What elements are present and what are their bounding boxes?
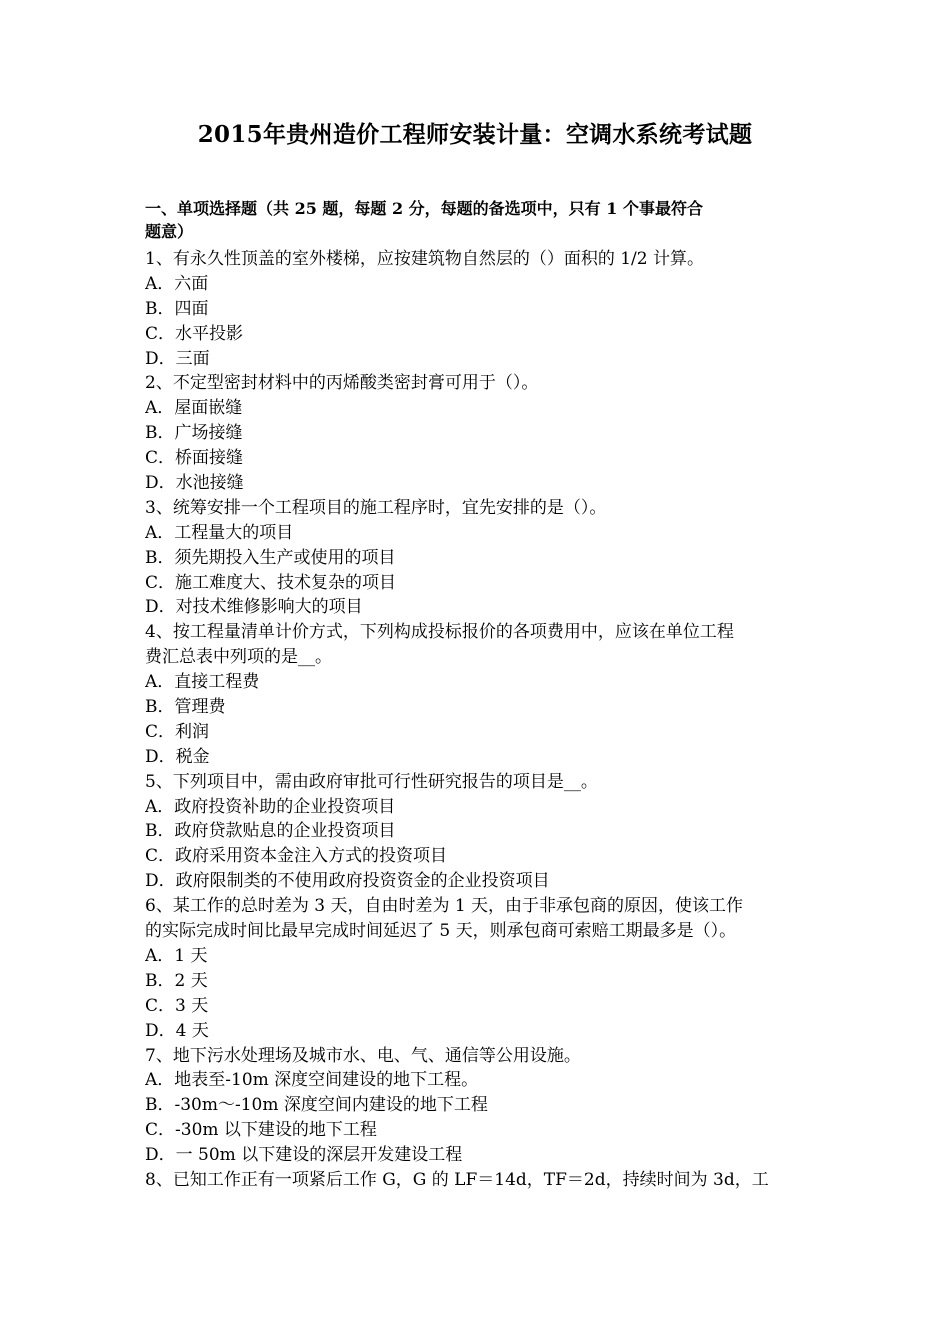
- answer-option: C．施工难度大、技术复杂的项目: [145, 572, 397, 593]
- question-text: 1、有永久性顶盖的室外楼梯，应按建筑物自然层的（）面积的 1/2 计算。: [145, 249, 704, 269]
- question-text: 4、按工程量清单计价方式，下列构成投标报价的各项费用中，应该在单位工程: [145, 622, 734, 643]
- answer-option: A．直接工程费: [145, 672, 260, 693]
- answer-option: A．地表至-10m 深度空间建设的地下工程。: [145, 1070, 479, 1091]
- document-title: 2015年贵州造价工程师安装计量：空调水系统考试题: [197, 121, 753, 148]
- question-text: 8、已知工作正有一项紧后工作 G，G 的 LF＝14d，TF＝2d，持续时间为 3d，工: [145, 1169, 769, 1190]
- answer-option: D．水池接缝: [145, 473, 244, 494]
- answer-option: A．政府投资补助的企业投资项目: [145, 796, 396, 817]
- answer-option: D．税金: [145, 746, 210, 767]
- answer-option: C．利润: [145, 721, 210, 742]
- question-text: 2、不定型密封材料中的丙烯酸类密封膏可用于（）。: [145, 373, 539, 394]
- answer-option: D．政府限制类的不使用政府投资资金的企业投资项目: [145, 871, 550, 892]
- answer-option: A．1 天: [145, 945, 208, 966]
- answer-option: A．工程量大的项目: [145, 522, 294, 543]
- answer-option: D．一 50m 以下建设的深层开发建设工程: [145, 1145, 463, 1166]
- question-text: 3、统筹安排一个工程项目的施工程序时，宜先安排的是（）。: [145, 497, 607, 518]
- question-text: 5、下列项目中，需由政府审批可行性研究报告的项目是__。: [145, 771, 598, 792]
- answer-option: B．四面: [145, 298, 209, 319]
- answer-option: C．水平投影: [145, 323, 244, 344]
- answer-option: D．4 天: [145, 1020, 209, 1041]
- question-text: 的实际完成时间比最早完成时间延迟了 5 天，则承包商可索赔工期最多是（）。: [145, 921, 737, 942]
- answer-option: D．对技术维修影响大的项目: [145, 597, 363, 618]
- answer-option: B．-30m～-10m 深度空间内建设的地下工程: [145, 1095, 488, 1116]
- answer-option: B．管理费: [145, 697, 226, 718]
- question-text: 费汇总表中列项的是__。: [145, 647, 332, 668]
- answer-option: B．政府贷款贴息的企业投资项目: [145, 821, 396, 842]
- answer-option: B．须先期投入生产或使用的项目: [145, 547, 396, 568]
- question-text: 7、地下污水处理场及城市水、电、气、通信等公用设施。: [145, 1045, 581, 1066]
- section-heading: [145, 197, 810, 243]
- answer-option: D．三面: [145, 348, 210, 369]
- answer-option: C．3 天: [145, 995, 209, 1016]
- section-heading-line: 一、单项选择题（共 25 题，每题 2 分，每题的备选项中，只有 1 个事最符合: [145, 199, 703, 218]
- answer-option: A．屋面嵌缝: [145, 398, 243, 419]
- answer-option: B．广场接缝: [145, 423, 243, 444]
- answer-option: C．-30m 以下建设的地下工程: [145, 1120, 377, 1141]
- question-list: [145, 247, 810, 1193]
- answer-option: C．政府采用资本金注入方式的投资项目: [145, 846, 448, 867]
- answer-option: C．桥面接缝: [145, 448, 244, 469]
- answer-option: A．六面: [145, 273, 209, 294]
- section-heading-line: 题意）: [145, 222, 194, 241]
- answer-option: B．2 天: [145, 970, 208, 991]
- question-text: 6、某工作的总时差为 3 天，自由时差为 1 天，由于非承包商的原因，使该工作: [145, 896, 744, 917]
